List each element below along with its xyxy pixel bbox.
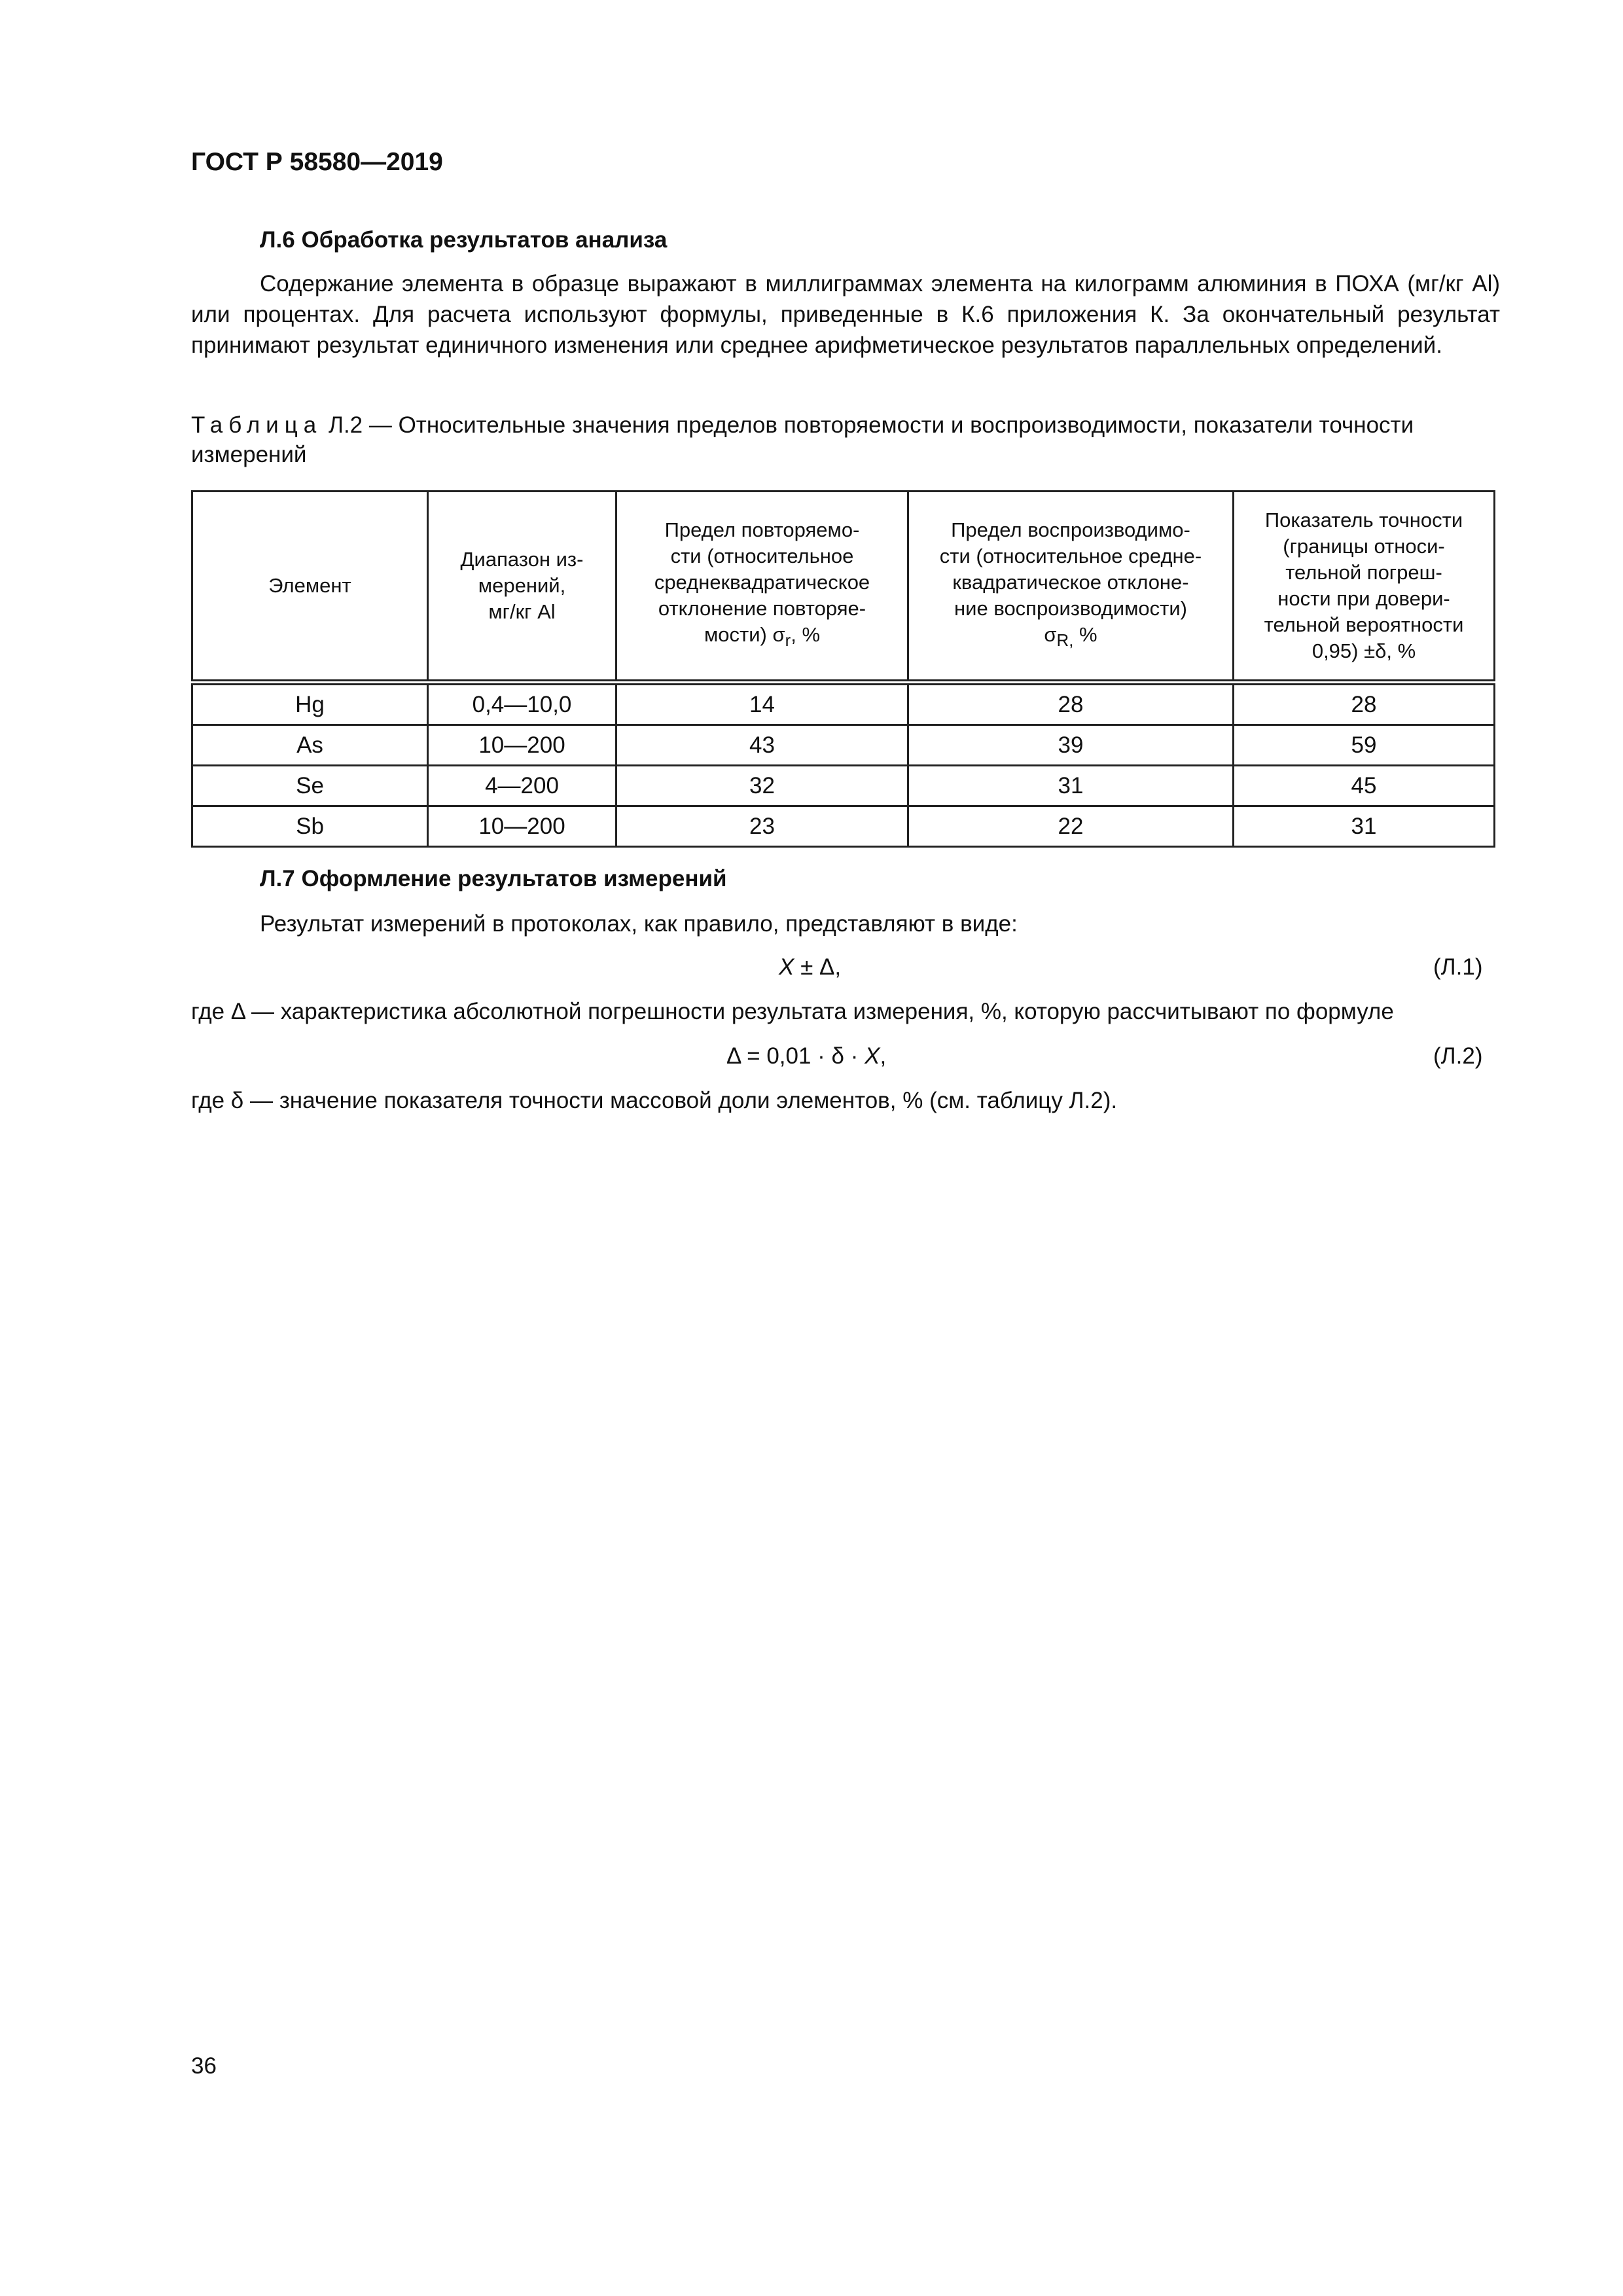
precision-table [191,490,1495,848]
header-line: 0,95) ±δ, % [1311,639,1416,662]
table-caption-label: Таблица [191,412,323,438]
table-cell: 10—200 [428,806,616,847]
table-cell: 59 [1234,725,1495,766]
header-text: мости) σ [704,623,785,647]
table-cell: Sb [192,806,428,847]
formula-text: Δ = 0,01 · δ · [726,1043,865,1069]
header-line: тельной вероятности [1264,613,1464,636]
section-l6-paragraph: Содержание элемента в образце выражают в миллиграммах элемента на килограмм алюминия в ПОХА (мг/кг Al) или процентах. Для расчета используют формулы, приведенные в К.6 приложения К. За окончательный результат принимают результат единичного изменения или среднее арифметическое результатов параллельных определений. [191,271,1500,358]
section-l6-title: Л.6 Обработка результатов анализа [260,227,668,253]
formula-l2-explanation: где δ — значение показателя точности массовой доли элементов, % (см. таблицу Л.2). [191,1088,1118,1113]
header-line: сти (относительное средне- [939,545,1202,568]
table-cell: 4—200 [428,766,616,806]
formula-l2-number: (Л.2) [1433,1043,1483,1069]
header-line: сти (относительное [670,545,854,568]
table-cell: 23 [616,806,908,847]
header-line: тельной погреш- [1285,561,1442,584]
formula-variable: X [865,1043,880,1069]
table-row [192,766,1495,806]
formula-text: ± Δ, [794,954,842,980]
formula-l2 [726,1043,886,1069]
document-header: ГОСТ Р 58580—2019 [191,148,443,176]
header-line: ности при довери- [1277,587,1450,610]
header-line: Показатель точности [1264,509,1463,531]
formula-text: , [880,1043,887,1069]
header-line [624,622,901,654]
table-row [192,725,1495,766]
section-l7-title: Л.7 Оформление результатов измерений [260,866,727,891]
table-cell: Hg [192,683,428,725]
header-line: Предел воспроизводимо- [951,518,1190,542]
table-cell: 10—200 [428,725,616,766]
table-cell: 28 [908,683,1234,725]
table-cell: 31 [908,766,1234,806]
header-line: Предел повторяемо- [664,518,860,542]
header-text: , % [791,623,821,647]
table-caption-text: Л.2 — Относительные значения пределов повторяемости и воспроизводимости, показатели точности [328,412,1414,438]
header-line: мг/кг Al [488,600,556,623]
table-cell: 43 [616,725,908,766]
page-number: 36 [191,2053,217,2079]
table-cell: 31 [1234,806,1495,847]
section-l7-intro: Результат измерений в протоколах, как правило, представляют в виде: [260,911,1018,937]
table-header-row [192,492,1495,683]
header-line: мерений, [478,574,566,597]
subscript: r [785,632,791,651]
table-cell: 45 [1234,766,1495,806]
subscript: R, [1056,632,1074,651]
header-line: квадратическое отклоне- [952,571,1189,594]
table-cell: As [192,725,428,766]
table-cell: 32 [616,766,908,806]
header-reproducibility [908,492,1234,683]
table-caption-line2: измерений [191,442,307,467]
table-cell: 28 [1234,683,1495,725]
table-cell: 0,4—10,0 [428,683,616,725]
formula-variable: X [779,954,794,980]
formula-l1 [779,954,841,980]
header-line: ние воспроизводимости) [954,597,1187,620]
formula-l1-number: (Л.1) [1433,954,1483,980]
header-line: Диапазон из- [460,548,584,571]
header-line [916,622,1226,654]
header-line: Элемент [268,574,351,597]
table-row [192,806,1495,847]
table-cell: 14 [616,683,908,725]
table-caption-line1 [191,412,1414,439]
table-row [192,683,1495,725]
header-element [192,492,428,683]
table-cell: 22 [908,806,1234,847]
header-range [428,492,616,683]
header-repeatability [616,492,908,683]
table-cell: 39 [908,725,1234,766]
header-line: среднеквадратическое [654,571,870,594]
formula-l1-explanation: где Δ — характеристика абсолютной погрешности результата измерения, %, которую рассчитывают по формуле [191,999,1394,1024]
header-text: σ [1044,623,1057,647]
header-text: % [1073,623,1097,647]
header-accuracy [1234,492,1495,683]
table-cell: Se [192,766,428,806]
header-line: (границы относи- [1283,535,1445,558]
header-line: отклонение повторяе- [658,597,866,620]
